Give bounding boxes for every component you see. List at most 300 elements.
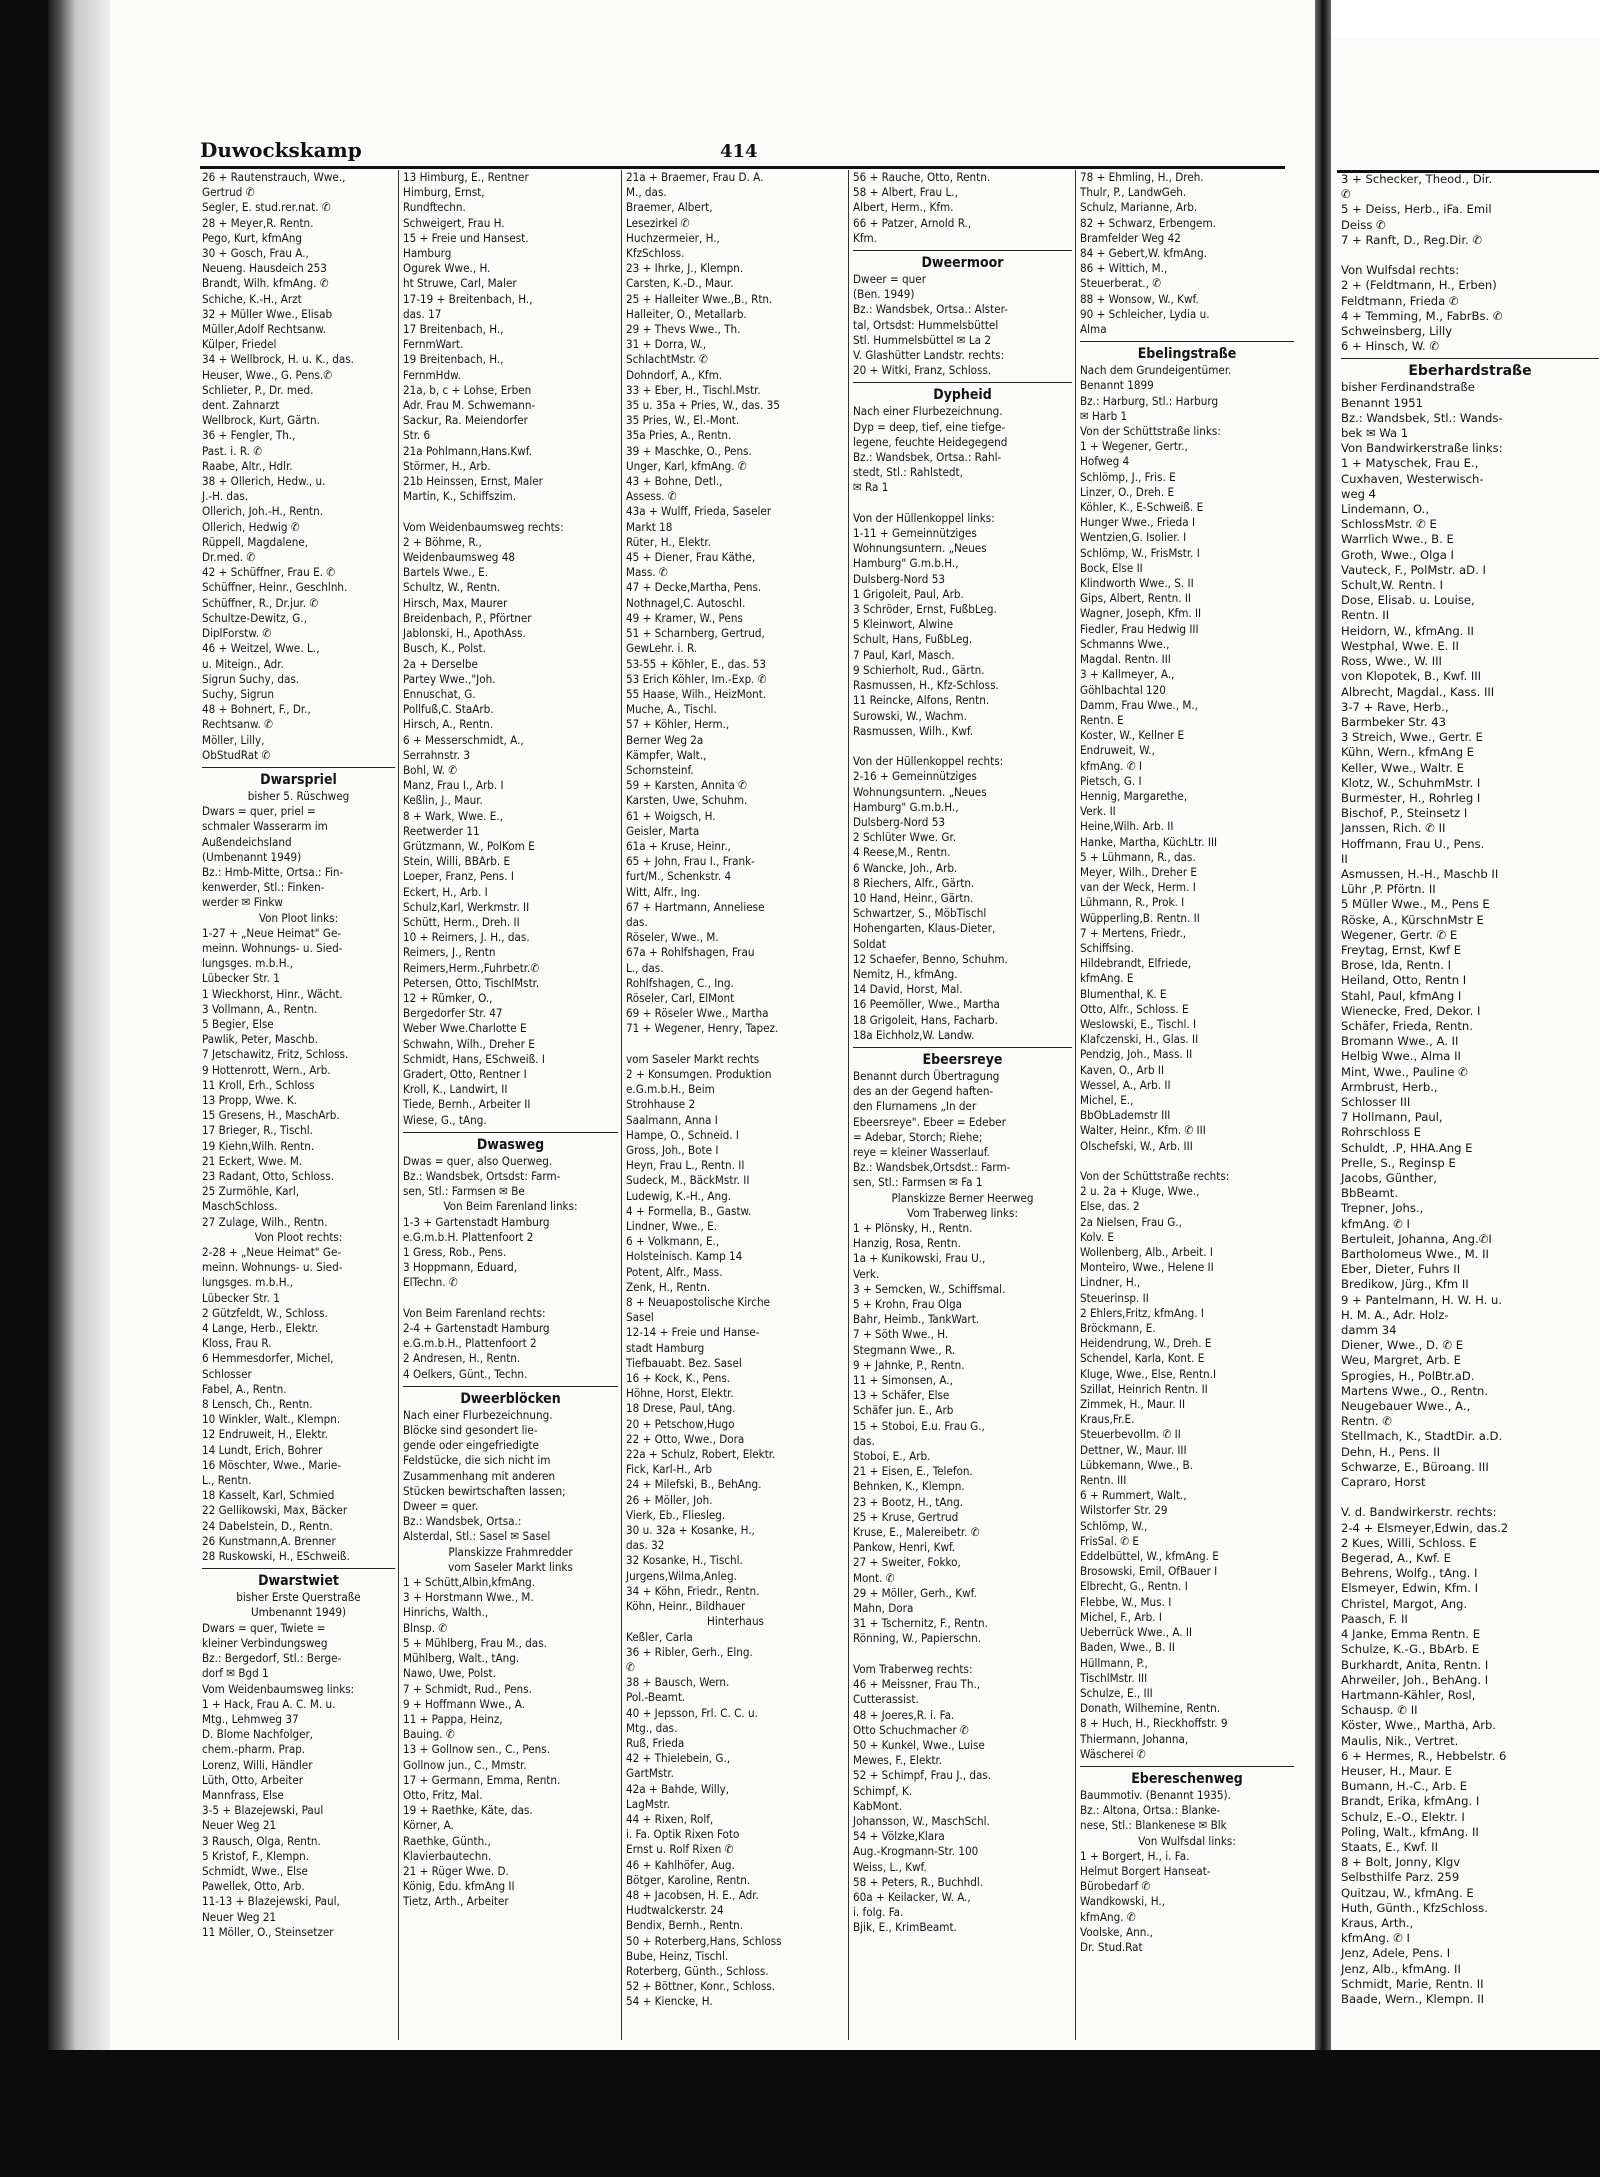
directory-entry: 28 + Meyer,R. Rentn. [202, 215, 314, 230]
directory-entry: 48 + Joeres,R. i. Fa. [853, 1707, 955, 1722]
directory-entry: Eckert, H., Arb. I [403, 884, 488, 899]
directory-entry: Stellmach, K., StadtDir. a.D. [1341, 1429, 1503, 1444]
directory-entry: GartMstr. [626, 1766, 674, 1781]
directory-entry: 55 Haase, Wilh., HeizMont. [626, 686, 767, 701]
directory-entry: 20 + Petschow,Hugo [626, 1416, 735, 1431]
directory-entry: das. 32 [626, 1538, 665, 1553]
directory-entry: 34 + Wellbrock, H. u. K., das. [202, 352, 354, 367]
directory-entry: Jenz, Adele, Pens. I [1341, 1946, 1451, 1961]
directory-entry: Von der Hüllenkoppel links: [853, 510, 995, 525]
directory-entry: Bartels Wwe., E. [403, 565, 489, 580]
directory-entry: Brose, Ida, Rentn. I [1341, 958, 1452, 973]
directory-entry: 3 Streich, Wwe., Gertr. E [1341, 730, 1483, 745]
directory-entry: Surowski, W., Wachm. [853, 708, 967, 723]
directory-entry: 6 + Volkmann, E., [626, 1234, 720, 1249]
directory-entry: 15 + Stoboi, E.u. Frau G., [853, 1418, 985, 1433]
directory-entry: Christel, Margot, Ang. [1341, 1596, 1468, 1611]
directory-entry: Blumenthal, K. E [1080, 986, 1167, 1001]
directory-entry: 7 Hollmann, Paul, [1341, 1110, 1443, 1125]
directory-entry: 17-19 + Breitenbach, H., [403, 291, 533, 306]
directory-entry: Köhler, K., E-Schweiß. E [1080, 500, 1204, 515]
directory-entry: 35a Pries, A., Rentn. [626, 428, 732, 443]
directory-entry: Röseler, Carl, ElMont [626, 990, 735, 1005]
directory-entry: Dr.med. ✆ [202, 550, 256, 565]
directory-entry: Albrecht, Magdal., Kass. III [1341, 684, 1495, 699]
directory-entry: Schwartzer, S., MöbTischl [853, 906, 987, 921]
directory-entry: 16 Möschter, Wwe., Marie- [202, 1457, 342, 1472]
directory-entry: 3 Schröder, Ernst, FußbLeg. [853, 602, 997, 617]
directory-entry: Diener, Wwe., D. ✆ E [1341, 1338, 1464, 1353]
directory-entry: 3 Rausch, Olga, Rentn. [202, 1833, 321, 1848]
directory-entry: 3 + Kallmeyer, A., [1080, 667, 1175, 682]
street-note: Vom Traberweg links: [906, 1205, 1019, 1220]
directory-entry: Rohrschloss E [1341, 1125, 1421, 1140]
directory-entry: Dyp = deep, tief, eine tiefge- [853, 419, 1006, 434]
directory-entry: Ebeersreye". Ebeer = Edeber [853, 1114, 1006, 1129]
directory-entry: 66 + Patzer, Arnold R., [853, 215, 972, 230]
directory-column-4 [853, 170, 1072, 2050]
directory-entry: Dohndorf, A., Kfm. [626, 367, 723, 382]
directory-entry: Grützmann, W., PolKom E [403, 838, 535, 853]
directory-entry: 60a + Keilacker, W. A., [853, 1889, 971, 1904]
directory-entry: 3 + Horstmann Wwe., M. [403, 1590, 534, 1605]
directory-entry: 21a Pohlmann,Hans.Kwf. [403, 443, 532, 458]
directory-entry: Wohnungsuntern. „Neues [853, 541, 987, 556]
directory-entry: 39 + Maschke, O., Pens. [626, 443, 752, 458]
directory-entry: Groth, Wwe., Olga I [1341, 547, 1454, 562]
directory-entry: Pollfuß,C. StaArb. [403, 702, 494, 717]
directory-entry: Wagner, Joseph, Kfm. II [1080, 606, 1202, 621]
directory-entry: Donath, Wilhemine, Rentn. [1080, 1701, 1221, 1716]
directory-entry: kfmAng. ✆ [1080, 1909, 1136, 1924]
directory-entry: Gradert, Otto, Rentner I [403, 1066, 527, 1081]
directory-entry: Zenk, H., Rentn. [626, 1279, 711, 1294]
street-heading: Dweermoor [853, 250, 1072, 272]
directory-entry: 36 + Fengler, Th., [202, 428, 296, 443]
directory-entry: Bz.: Wandsbek, Stl.: Wands- [1341, 410, 1503, 425]
directory-entry: Hüllmann, P., [1080, 1655, 1148, 1670]
directory-entry: Dose, Elisab. u. Louise, [1341, 593, 1475, 608]
directory-entry: Michel, E., [1080, 1092, 1134, 1107]
directory-entry: 18 Drese, Paul, tAng. [626, 1401, 736, 1416]
directory-entry: Brandt, Erika, kfmAng. I [1341, 1794, 1480, 1809]
directory-entry: 38 + Ollerich, Hedw., u. [202, 474, 326, 489]
directory-entry: Hunger Wwe., Frieda I [1080, 515, 1196, 530]
directory-entry: Von der Schüttstraße rechts: [1080, 1169, 1230, 1183]
directory-entry: Thulr, P., LandwGeh. [1080, 185, 1187, 200]
directory-entry: 10 Hand, Heinr., Gärtn. [853, 890, 974, 905]
directory-entry: Cutterassist. [853, 1692, 919, 1707]
directory-entry: Nach dem Grundeigentümer. [1080, 363, 1232, 378]
directory-entry: kleiner Verbindungsweg [202, 1635, 328, 1650]
directory-entry [853, 1647, 1072, 1662]
directory-entry: 33 + Eber, H., Tischl.Mstr. [626, 382, 761, 397]
directory-entry: 2a Nielsen, Frau G., [1080, 1214, 1182, 1229]
directory-entry: Heiland, Otto, Rentn I [1341, 973, 1467, 988]
directory-entry: Klafczenski, H., Glas. II [1080, 1032, 1199, 1047]
directory-entry: Rentn. E [1080, 712, 1124, 727]
directory-entry: Sudeck, M., BäckMstr. II [626, 1173, 750, 1188]
directory-entry: 13 Propp, Wwe. K. [202, 1092, 297, 1107]
directory-entry: Baden, Wwe., B. II [1080, 1640, 1175, 1655]
directory-entry: Trepner, Johs., [1341, 1201, 1424, 1216]
directory-entry: 25 + Halleiter Wwe.,B., Rtn. [626, 291, 773, 306]
directory-entry: Prelle, S., Reginsp E [1341, 1155, 1456, 1170]
directory-entry: Capraro, Horst [1341, 1475, 1426, 1490]
directory-entry: SchlossMstr. ✆ E [1341, 517, 1437, 532]
directory-entry: Kroll, K., Landwirt, II [403, 1082, 508, 1097]
directory-entry: Nawo, Uwe, Polst. [403, 1666, 496, 1681]
directory-entry: 5 Begier, Else [202, 1016, 274, 1031]
directory-entry: 1-3 + Gartenstadt Hamburg [403, 1214, 550, 1229]
directory-entry: 4 + Formella, B., Gastw. [626, 1203, 752, 1218]
street-heading: Ebelingstraße [1080, 341, 1294, 363]
directory-entry: Meyer, Wilh., Dreher E [1080, 864, 1198, 879]
directory-entry: Huth, Günth., KfzSchloss. [1341, 1900, 1488, 1915]
directory-entry: 32 Kosanke, H., Tischl. [626, 1553, 743, 1568]
directory-entry: 46 + Kahlhöfer, Aug. [626, 1857, 735, 1872]
directory-entry: Bock, Else II [1080, 560, 1143, 575]
directory-entry: Schmidt, Marie, Rentn. II [1341, 1976, 1484, 1991]
directory-entry: 5 + Lühmann, R., das. [1080, 849, 1196, 864]
directory-entry: Röseler, Wwe., M. [626, 930, 719, 945]
directory-entry: Pietsch, G. I [1080, 773, 1142, 788]
directory-entry: Fabel, A., Rentn. [202, 1381, 287, 1396]
directory-entry: 42 + Thielebein, G., [626, 1751, 731, 1766]
directory-entry: Jurgens,Wilma,Anleg. [626, 1568, 737, 1583]
directory-entry: Neugebauer Wwe., A., [1341, 1399, 1471, 1414]
directory-entry: 11 + Pappa, Heinz, [403, 1711, 503, 1726]
directory-entry: Ernst u. Rolf Rixen ✆ [626, 1842, 734, 1857]
directory-entry: 10 Winkler, Walt., Klempn. [202, 1412, 341, 1427]
column-divider [398, 170, 399, 2040]
directory-entry: 26 Kunstmann,A. Brenner [202, 1533, 336, 1548]
directory-entry: 48 + Jacobsen, H. E., Adr. [626, 1887, 759, 1902]
directory-entry: 11 + Simonsen, A., [853, 1373, 953, 1388]
directory-entry: Weidenbaumsweg 48 [403, 550, 515, 565]
directory-entry: KfzSchloss. [626, 246, 685, 261]
directory-entry: Bramfelder Weg 42 [1080, 230, 1181, 245]
directory-entry: 43a + Wulff, Frieda, Saseler [626, 504, 772, 519]
directory-entry: Burmester, H., Rohrleg I [1341, 790, 1481, 805]
directory-entry: Schornsteinf. [626, 762, 694, 777]
directory-entry [853, 739, 1072, 754]
directory-entry: ✉ Harb 1 [1080, 408, 1128, 423]
directory-entry: Kämpfer, Walt., [626, 747, 707, 762]
directory-entry: Mass. ✆ [626, 565, 668, 580]
directory-entry: Verk. [853, 1266, 880, 1281]
directory-entry: (Umbenannt 1949) [202, 849, 302, 864]
directory-entry: 12 Endruweit, H., Elektr. [202, 1427, 329, 1442]
directory-entry: Keßler, Carla [626, 1629, 693, 1644]
directory-entry: 15 + Freie und Hansest. [403, 230, 529, 245]
street-heading: Dwasweg [403, 1132, 618, 1154]
directory-entry: gende oder eingefriedigte [403, 1438, 539, 1453]
directory-entry: Hirsch, A., Rentn. [403, 717, 494, 732]
street-note: bisher Erste Querstraße [236, 1590, 361, 1605]
directory-entry: Lühmann, R., Prok. I [1080, 895, 1185, 910]
directory-entry: Ruß, Frieda [626, 1735, 685, 1750]
directory-entry: Mint, Wwe., Pauline ✆ [1341, 1064, 1468, 1079]
directory-entry: Lübecker Str. 1 [202, 971, 280, 986]
directory-entry: Bz.: Hmb-Mitte, Ortsa.: Fin- [202, 864, 344, 879]
page-number: 414 [720, 141, 758, 162]
directory-entry: 3-5 + Blazejewski, Paul [202, 1803, 324, 1818]
directory-entry: BbObLademstr III [1080, 1108, 1171, 1123]
directory-entry: Markt 18 [626, 519, 673, 534]
directory-entry: meinn. Wohnungs- u. Sied- [202, 940, 343, 955]
directory-entry: 38 + Bausch, Wern. [626, 1675, 730, 1690]
directory-entry: Köster, Wwe., Martha, Arb. [1341, 1718, 1497, 1733]
adjacent-page-edge [48, 0, 110, 2050]
directory-entry: Dulsberg-Nord 53 [853, 814, 945, 829]
directory-entry: Hinrichs, Walth., [403, 1605, 489, 1620]
directory-entry: weg 4 [1341, 486, 1377, 501]
street-note: bisher Ferdinandstraße [1341, 380, 1475, 395]
directory-entry: Dehn, H., Pens. II [1341, 1444, 1441, 1459]
directory-entry: Hennig, Margarethe, [1080, 788, 1188, 803]
directory-entry: 2 u. 2a + Kluge, Wwe., [1080, 1184, 1200, 1199]
directory-entry: 8 + Neuapostolische Kirche [626, 1295, 770, 1310]
directory-entry: u. Miteign., Adr. [202, 656, 284, 671]
directory-entry: Wollenberg, Alb., Arbeit. I [1080, 1245, 1213, 1260]
street-note: Planskizze Frahmredder [448, 1544, 573, 1559]
directory-entry: Tiefbauabt. Bez. Sasel [626, 1355, 742, 1370]
directory-entry: Rasmussen, Wilh., Kwf. [853, 723, 974, 738]
directory-entry: Endruweit, W., [1080, 743, 1155, 758]
directory-entry: Schmidt, Wwe., Else [202, 1863, 308, 1878]
directory-entry: 88 + Wonsow, W., Kwf. [1080, 291, 1199, 306]
directory-entry: 23 Radant, Otto, Schloss. [202, 1169, 335, 1183]
directory-entry: Rundftechn. [403, 200, 466, 215]
directory-entry: DiplForstw. ✆ [202, 626, 272, 641]
directory-entry: 1a + Kunikowski, Frau U., [853, 1251, 986, 1266]
directory-entry: 1 Wieckhorst, Hinr., Wächt. [202, 986, 343, 1001]
scanner-left-edge [0, 0, 48, 2177]
directory-entry: Geisler, Marta [626, 823, 700, 838]
directory-entry: Schimpf, K. [853, 1783, 913, 1798]
directory-entry: Schwahn, Wilh., Dreher E [403, 1036, 535, 1051]
directory-entry: 49 + Kramer, W., Pens [626, 610, 743, 625]
directory-entry: Wäscherei ✆ [1080, 1746, 1146, 1761]
directory-entry: Schiche, K.-H., Arzt [202, 291, 302, 306]
right-page-column [1341, 172, 1599, 2052]
directory-entry: Mtg., das. [626, 1720, 678, 1735]
directory-entry: Kühn, Wern., kfmAng E [1341, 745, 1475, 760]
directory-entry: Sprogies, H., PolBtr.aD. [1341, 1368, 1475, 1383]
directory-entry: 2-4 + Elsmeyer,Edwin, das.2 [1341, 1520, 1509, 1535]
directory-entry: 3 Vollmann, A., Rentn. [202, 1001, 318, 1016]
directory-entry: Segler, E. stud.rer.nat. ✆ [202, 200, 331, 215]
directory-entry: Gertrud ✆ [202, 185, 255, 200]
directory-entry: FernmHdw. [403, 367, 461, 382]
directory-entry: 2 Gützfeldt, W., Schloss. [202, 1305, 328, 1320]
directory-entry: Aug.-Krogmann-Str. 100 [853, 1844, 979, 1859]
directory-entry: 2 Andresen, H., Rentn. [403, 1351, 521, 1366]
directory-entry: Past. i. R. ✆ [202, 443, 263, 458]
directory-entry: Wiese, G., tAng. [403, 1112, 487, 1127]
directory-entry: 86 + Wittich, M., [1080, 261, 1168, 276]
directory-entry: Steuerbevollm. ✆ II [1080, 1427, 1181, 1442]
directory-entry: Nach einer Flurbezeichnung. [403, 1407, 553, 1422]
directory-entry: 13 Himburg, E., Rentner [403, 170, 529, 184]
directory-entry: Deiss ✆ [1341, 217, 1386, 232]
directory-entry: Schütt, Herm., Dreh. II [403, 914, 520, 929]
directory-entry: Suchy, Sigrun [202, 686, 275, 701]
directory-entry: Bz.: Wandsbek,Ortsdst.: Farm- [853, 1160, 1011, 1175]
directory-entry: 1-27 + „Neue Heimat" Ge- [202, 925, 342, 940]
directory-entry: 5 + Mühlberg, Frau M., das. [403, 1635, 547, 1650]
directory-entry: 4 + Temming, M., FabrBs. ✆ [1341, 308, 1503, 323]
directory-entry: M., das. [626, 185, 667, 200]
directory-entry: Schlömp, J., Fris. E [1080, 469, 1176, 484]
directory-entry: 84 + Gebert,W. kfmAng. [1080, 246, 1208, 261]
directory-entry: Stoboi, E., Arb. [853, 1449, 931, 1464]
directory-entry: Fiedler, Frau Hedwig III [1080, 621, 1199, 636]
directory-entry: Heidorn, W., kfmAng. II [1341, 623, 1474, 638]
directory-entry: Röske, A., KürschnMstr E [1341, 912, 1484, 927]
directory-entry: kfmAng. ✆ I [1341, 1931, 1410, 1946]
street-note: vom Saseler Markt links [448, 1559, 573, 1574]
directory-entry: 69 + Röseler Wwe., Martha [626, 1006, 769, 1021]
directory-entry: 46 + Weitzel, Wwe. L., [202, 641, 320, 656]
directory-entry: Gips, Albert, Rentn. II [1080, 591, 1191, 606]
directory-entry: Nemitz, H., kfmAng. [853, 966, 958, 981]
directory-entry: Ahrweiler, Joh., BehAng. I [1341, 1672, 1489, 1687]
directory-entry: Bredikow, Jürg., Kfm II [1341, 1277, 1469, 1292]
directory-entry: 15 Gresens, H., MaschArb. [202, 1108, 340, 1123]
directory-entry: Hanke, Martha, KüchLtr. III [1080, 834, 1218, 849]
directory-entry: Schultz, W., Rentn. [403, 580, 501, 595]
directory-entry: Michel, F., Arb. I [1080, 1609, 1162, 1624]
street-note: Planskizze Berner Heerweg [891, 1190, 1034, 1205]
directory-entry: Stücken bewirtschaften lassen; [403, 1483, 566, 1498]
street-note: Umbenannt 1949) [250, 1605, 347, 1620]
directory-entry: werder ✉ Finkw [202, 895, 283, 910]
directory-entry: 48 + Bohnert, F., Dr., [202, 702, 311, 717]
directory-entry: kfmAng. E [1080, 971, 1134, 986]
directory-entry: II [1341, 851, 1348, 866]
directory-entry: Von der Hüllenkoppel rechts: [853, 754, 1004, 769]
directory-entry: ✆ [626, 1659, 635, 1674]
directory-entry: Bz.: Wandsbek, Ortsa.: [403, 1514, 522, 1529]
directory-entry: ht Struwe, Carl, Maler [403, 276, 517, 291]
directory-entry: Weu, Margret, Arb. E [1341, 1353, 1461, 1368]
directory-entry: 53 Erich Köhler, Im.-Exp. ✆ [626, 671, 767, 686]
directory-entry: Ogurek Wwe., H. [403, 261, 491, 276]
directory-entry: Fick, Karl-H., Arb [626, 1462, 713, 1477]
directory-entry: Eddelbüttel, W., kfmAng. E [1080, 1549, 1219, 1564]
directory-entry: Köhn, Heinr., Bildhauer [626, 1599, 746, 1614]
directory-entry: 4 Janke, Emma Rentn. E [1341, 1627, 1481, 1642]
directory-entry: Bz.: Bergedorf, Stl.: Berge- [202, 1651, 342, 1666]
directory-entry: legene, feuchte Heidegegend [853, 434, 1008, 449]
directory-entry: Dwars = quer, priel = [202, 804, 316, 819]
directory-entry: Lübecker Str. 1 [202, 1290, 280, 1305]
directory-entry: 25 + Kruse, Gertrud [853, 1509, 959, 1524]
directory-entry: Bz.: Altona, Ortsa.: Blanke- [1080, 1803, 1221, 1818]
directory-entry: 2 Kues, Willi, Schloss. E [1341, 1535, 1477, 1550]
directory-entry: e.G.m.b.H. Plattenfoort 2 [403, 1229, 534, 1244]
directory-entry: Außendeichsland [202, 834, 292, 849]
directory-entry: Lesezirkel ✆ [626, 215, 690, 230]
directory-entry: Kruse, E., Malereibetr. ✆ [853, 1525, 980, 1540]
directory-entry: Von Wulfsdal rechts: [1341, 263, 1460, 278]
directory-entry: Behrens, Wolfg., tAng. I [1341, 1566, 1478, 1581]
directory-entry: 40 + Jepsson, Frl. C. C. u. [626, 1705, 758, 1720]
directory-entry: Brandt, Wilh. kfmAng. ✆ [202, 276, 329, 291]
directory-entry: Ludewig, K.-H., Ang. [626, 1188, 732, 1203]
directory-entry: 9 Hottenrott, Wern., Arb. [202, 1062, 331, 1077]
directory-entry: Lorenz, Willi, Händler [202, 1757, 313, 1772]
directory-entry: Wessel, A., Arb. II [1080, 1077, 1171, 1092]
directory-entry: 58 + Albert, Frau L., [853, 185, 958, 200]
directory-entry: 21 Eckert, Wwe. M. [202, 1153, 303, 1168]
directory-entry: Walter, Heinr., Kfm. ✆ III [1080, 1123, 1206, 1138]
directory-entry: das. 17 [403, 306, 442, 321]
directory-entry: 2 Ehlers,Fritz, kfmAng. I [1080, 1305, 1204, 1320]
directory-entry: Hamburg" G.m.b.H., [853, 556, 959, 571]
directory-entry: Alsterdal, Stl.: Sasel ✉ Sasel [403, 1529, 551, 1544]
directory-entry: Partey Wwe.,"Joh. [403, 671, 496, 686]
directory-entry: Assess. ✆ [626, 489, 677, 504]
directory-entry: Schweinsberg, Lilly [1341, 324, 1453, 339]
directory-entry [626, 1037, 845, 1052]
directory-entry: von Klopotek, B., Kwf. III [1341, 669, 1482, 684]
directory-entry: Schlömp, W., FrisMstr. I [1080, 545, 1200, 560]
directory-entry: Raabe, Altr., Hdlr. [202, 458, 293, 473]
directory-entry: Jablonski, H., ApothAss. [403, 626, 526, 641]
directory-entry: 1 + Matyschek, Frau E., [1341, 456, 1479, 471]
street-heading: Ebereschenweg [1080, 1766, 1294, 1788]
directory-entry: Körner, A. [403, 1818, 454, 1833]
directory-entry: J.-H. das. [202, 489, 249, 504]
directory-entry: 17 + Germann, Emma, Rentn. [403, 1772, 561, 1787]
directory-entry: Wilstorfer Str. 29 [1080, 1503, 1168, 1518]
directory-entry: Müller,Adolf Rechtsanw. [202, 322, 327, 337]
directory-entry: 11 Reincke, Alfons, Rentn. [853, 693, 990, 708]
directory-entry: 8 Riechers, Alfr., Gärtn. [853, 875, 975, 890]
directory-entry: Keller, Wwe., Waltr. E [1341, 760, 1464, 775]
street-heading: Dweerblöcken [403, 1386, 618, 1408]
directory-entry: 90 + Schleicher, Lydia u. [1080, 306, 1210, 321]
directory-entry: Rüter, H., Elektr. [626, 534, 711, 549]
directory-entry: Schüffner, Heinr., Geschlnh. [202, 580, 348, 595]
directory-entry: Rentn. III [1080, 1473, 1127, 1488]
directory-entry: 9 + Pantelmann, H. W. H. u. [1341, 1292, 1503, 1307]
directory-entry: Pol.-Beamt. [626, 1690, 686, 1705]
directory-entry: Karsten, Uwe, Schuhm. [626, 793, 748, 808]
directory-entry: Neuer Weg 21 [202, 1818, 277, 1833]
directory-entry: 35 u. 35a + Pries, W., das. 35 [626, 398, 780, 413]
directory-entry: Hirsch, Max, Maurer [403, 595, 508, 610]
directory-entry: 4 Lange, Herb., Elektr. [202, 1321, 319, 1336]
directory-entry: Rentn. ✆ [1341, 1414, 1392, 1429]
directory-entry: Maulis, Nik., Vertret. [1341, 1733, 1459, 1748]
directory-entry: = Adebar, Storch; Riehe; [853, 1129, 983, 1144]
directory-entry: 9 + Hoffmann Wwe., A. [403, 1696, 525, 1711]
directory-entry: das. [853, 1433, 875, 1448]
directory-entry: 6 Hemmesdorfer, Michel, [202, 1351, 334, 1366]
directory-entry: Magdal. Rentn. III [1080, 652, 1171, 667]
directory-entry: Lindemann, O., [1341, 502, 1430, 517]
directory-entry: Reetwerder 11 [403, 823, 480, 838]
directory-entry: Olschefski, W., Arb. III [1080, 1138, 1193, 1153]
directory-entry: Vom Traberweg rechts: [853, 1661, 973, 1676]
directory-entry: Adr. Frau M. Schwemann- [403, 398, 536, 413]
directory-entry: sen, Stl.: Farmsen ✉ Be [403, 1184, 525, 1199]
directory-entry: Berner Weg 2a [626, 732, 704, 747]
